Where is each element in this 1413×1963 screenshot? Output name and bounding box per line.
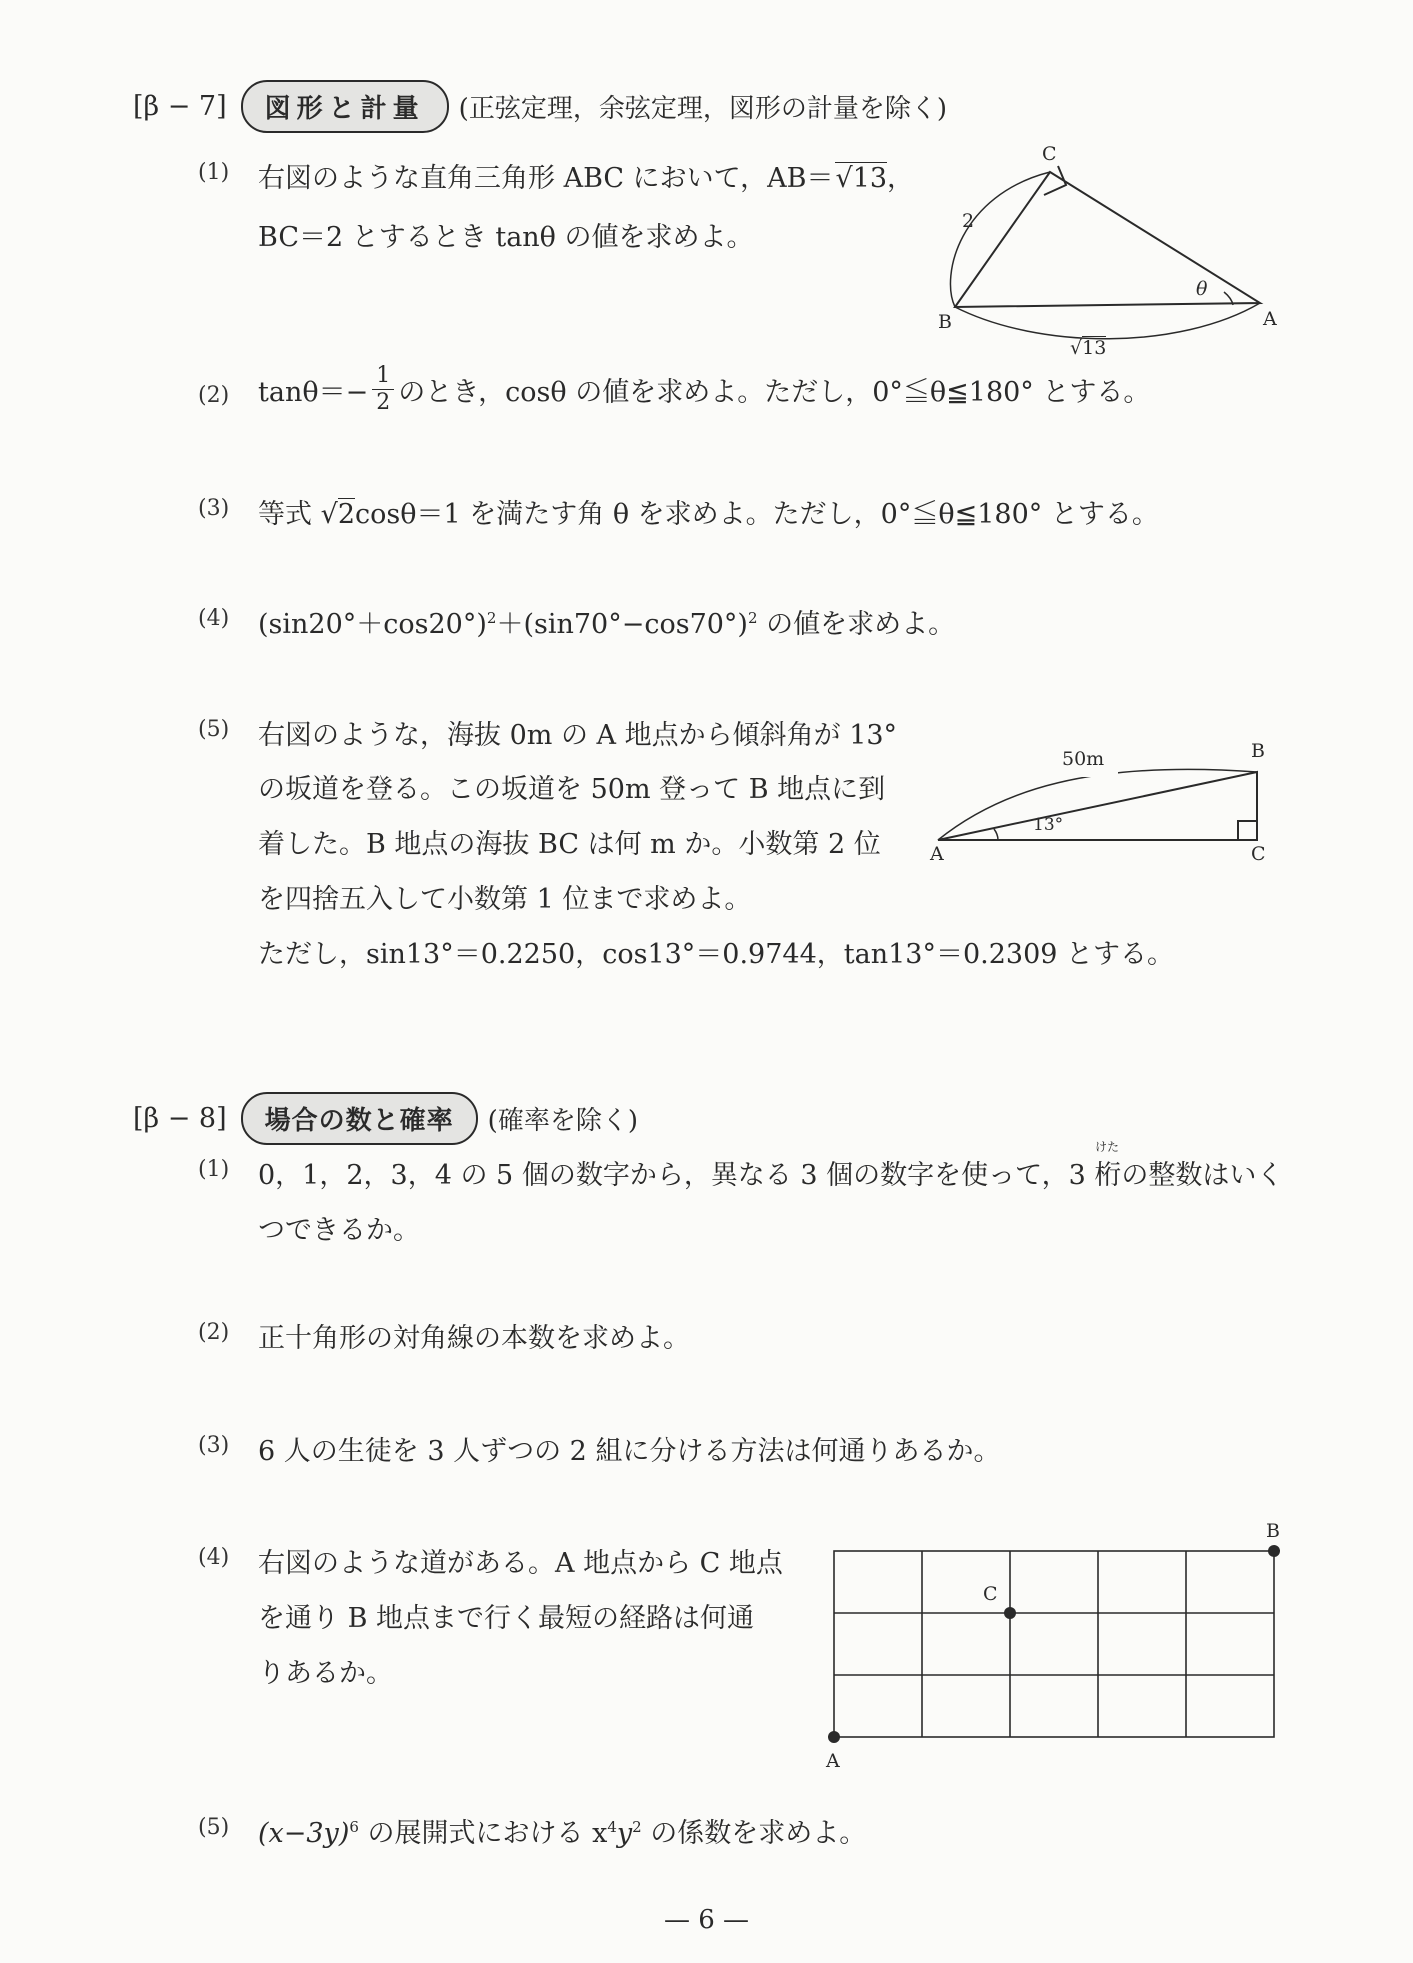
fig2-label-length: 50m <box>1062 748 1105 770</box>
q7-3-number: (3) <box>198 496 230 521</box>
grid-roads-figure <box>820 1530 1290 1745</box>
fig2-label-a: A <box>930 843 944 865</box>
point-a-dot <box>828 1731 840 1743</box>
fig1-label-side-bc: 2 <box>962 210 975 232</box>
q7-5-line5: ただし，sin13°＝0.2250，cos13°＝0.9744，tan13°＝0.2309 とする。 <box>258 939 1175 970</box>
section7-title: 図形と計量 <box>241 80 449 133</box>
q8-1-number: (1) <box>198 1157 230 1182</box>
fig2-label-b: B <box>1251 740 1265 762</box>
q7-5-line1: 右図のような，海抜 0m の A 地点から傾斜角が 13° <box>258 720 898 751</box>
section8-code: [β − 8] <box>133 1103 227 1134</box>
q8-2-number: (2) <box>198 1320 230 1345</box>
q7-1-line1: 右図のような直角三角形 ABC において，AB＝√13， <box>258 163 915 194</box>
q7-1-line2: BC＝2 とするとき tanθ の値を求めよ。 <box>258 222 754 253</box>
q7-4-text: $(\sin 20^\circ+\cos 20^\circ)^2+(\sin 70^\circ-\cos 70^\circ)^2$ の値を求めよ。 <box>258 609 956 640</box>
section7-code: [β − 7] <box>133 91 227 122</box>
q7-5-line2: の坂道を登る。この坂道を 50m 登って B 地点に到 <box>258 774 886 805</box>
q8-4-number: (4) <box>198 1545 230 1570</box>
section8-header <box>133 1092 638 1145</box>
q7-2-number: (2) <box>198 383 230 408</box>
fig2-label-c: C <box>1251 843 1266 865</box>
fig2-label-angle: 13° <box>1033 815 1064 835</box>
q7-3-text: 等式 √2cosθ＝1 を満たす角 θ を求めよ。ただし，0°≦θ≦180° とする。 <box>258 499 1159 530</box>
q8-4-line2: を通り B 地点まで行く最短の経路は何通 <box>258 1603 755 1634</box>
q8-4-line1: 右図のような道がある。A 地点から C 地点 <box>258 1548 783 1579</box>
q7-5-number: (5) <box>198 717 230 742</box>
section7-note: (正弦定理，余弦定理，図形の計量を除く) <box>458 94 947 124</box>
section8-title: 場合の数と確率 <box>241 1092 478 1145</box>
q8-2-text: 正十角形の対角線の本数を求めよ。 <box>258 1323 690 1354</box>
fig3-label-b: B <box>1266 1520 1280 1542</box>
q7-5-line3: 着した。B 地点の海抜 BC は何 m か。小数第 2 位 <box>258 829 881 860</box>
point-c-dot <box>1004 1607 1016 1619</box>
fig1-label-c: C <box>1042 143 1057 165</box>
q7-5-line4: を四捨五入して小数第 1 位まで求めよ。 <box>258 884 752 915</box>
q8-1-line1: 0，1，2，3，4 の 5 個の数字から，異なる 3 個の数字を使って，3 桁の整数はいく <box>258 1160 1284 1191</box>
q8-3-text: 6 人の生徒を 3 人ずつの 2 組に分ける方法は何通りあるか。 <box>258 1436 1001 1467</box>
page-number: — 6 — <box>663 1905 750 1935</box>
fig3-label-c: C <box>983 1583 998 1605</box>
fig3-label-a: A <box>826 1750 840 1772</box>
q8-3-number: (3) <box>198 1433 230 1458</box>
fig1-label-b: B <box>938 311 952 333</box>
slope-figure <box>930 735 1280 875</box>
right-triangle-figure <box>920 135 1280 365</box>
q8-1-line2: つできるか。 <box>258 1215 420 1246</box>
section8-note: (確率を除く) <box>487 1106 638 1136</box>
fig1-label-angle: θ <box>1196 278 1208 300</box>
q7-1-number: (1) <box>198 160 230 185</box>
q7-4-number: (4) <box>198 606 230 631</box>
q8-4-line3: りあるか。 <box>258 1658 393 1689</box>
q8-5-number: (5) <box>198 1815 230 1840</box>
point-b-dot <box>1268 1545 1280 1557</box>
fraction-one-half: $\frac{1}{2}$ <box>372 363 394 416</box>
q8-5-text: $(x-3y)^6$ の展開式における $x^4y^2$ の係数を求めよ。 <box>258 1818 867 1849</box>
q7-2-text: tanθ＝− $\frac{1}{2}$ のとき，cosθ の値を求めよ。ただし，0°≦θ≦180° とする。 <box>258 363 1151 415</box>
q8-1-ruby: けた <box>1095 1140 1120 1154</box>
section7-header <box>133 80 947 133</box>
fig1-label-side-ab: √13 <box>1070 337 1107 359</box>
fig1-label-a: A <box>1263 308 1277 330</box>
